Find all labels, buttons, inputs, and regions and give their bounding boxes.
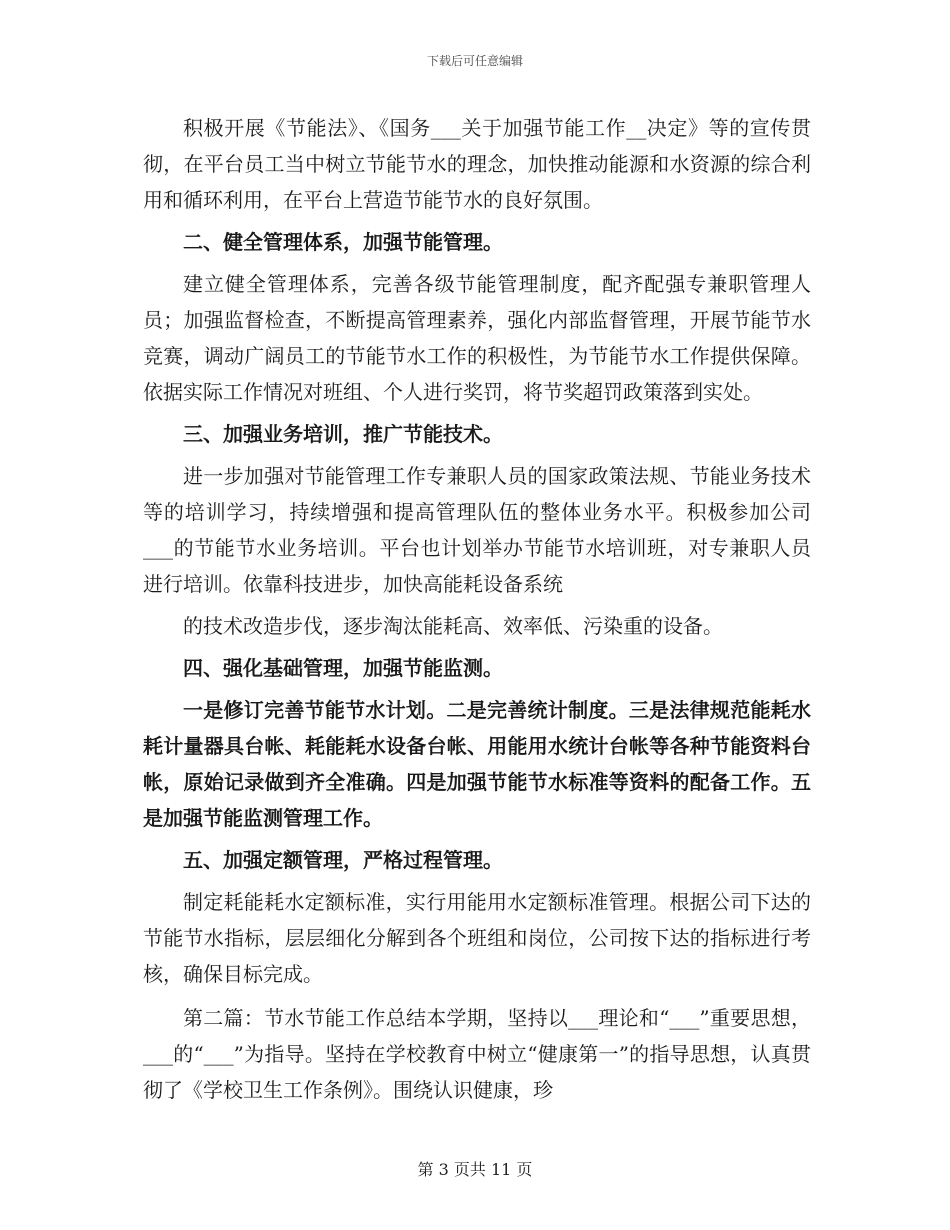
paragraph-quota: 制定耗能耗水定额标准，实行用能用水定额标准管理。根据公司下达的节能节水指标，层层细化分解到各个班组和岗位，公司按下达的指标进行考核，确保目标完成。 (143, 890, 811, 986)
paragraph-publicity: 积极开展《节能法》、《国务___关于加强节能工作__决定》等的宣传贯彻，在平台员工当中树立节能节水的理念，加快推动能源和水资源的综合利用和循环利用，在平台上营造节能节水的良好氛围。 (143, 116, 811, 212)
page-header: 下载后可任意编辑 (426, 54, 523, 68)
paragraph-training-continued: 的技术改造步伐，逐步淘汰能耗高、效率低、污染重的设备。 (183, 614, 723, 638)
paragraph-second-article: 第二篇：节水节能工作总结本学期，坚持以___理论和“___”重要思想，___的“___”为指导。坚持在学校教育中树立“健康第一”的指导思想，认真贯彻了《学校卫生工作条例》。围绕认识健康，珍 (143, 1006, 811, 1102)
paragraph-monitoring: 一是修订完善节能节水计划。二是完善统计制度。三是法律规范能耗水耗计量器具台帐、耗能耗水设备台帐、用能用水统计台帐等各种节能资料台帐，原始记录做到齐全准确。四是加强节能节水标准等资料的配备工作。五是加强节能监测管理工作。 (143, 698, 811, 830)
page-number: 第 3 页共 11 页 (417, 1160, 533, 1179)
document-body (143, 110, 811, 1108)
paragraph-management-system: 建立健全管理体系，完善各级节能管理制度，配齐配强专兼职管理人员；加强监督检查，不断提高管理素养，强化内部监督管理，开展节能节水竞赛，调动广阔员工的节能节水工作的积极性，为节能节水工作提供保障。依据实际工作情况对班组、个人进行奖罚，将节奖超罚政策落到实处。 (143, 272, 811, 404)
heading-section-2: 二、健全管理体系，加强节能管理。 (183, 230, 503, 254)
heading-section-3: 三、加强业务培训，推广节能技术。 (183, 422, 503, 446)
paragraph-training: 进一步加强对节能管理工作专兼职人员的国家政策法规、节能业务技术等的培训学习，持续增强和提高管理队伍的整体业务水平。积极参加公司___的节能节水业务培训。平台也计划举办节能节水培训班，对专兼职人员进行培训。依靠科技进步，加快高能耗设备系统 (143, 464, 811, 596)
heading-section-5: 五、加强定额管理，严格过程管理。 (183, 848, 503, 872)
heading-section-4: 四、强化基础管理，加强节能监测。 (183, 656, 503, 680)
